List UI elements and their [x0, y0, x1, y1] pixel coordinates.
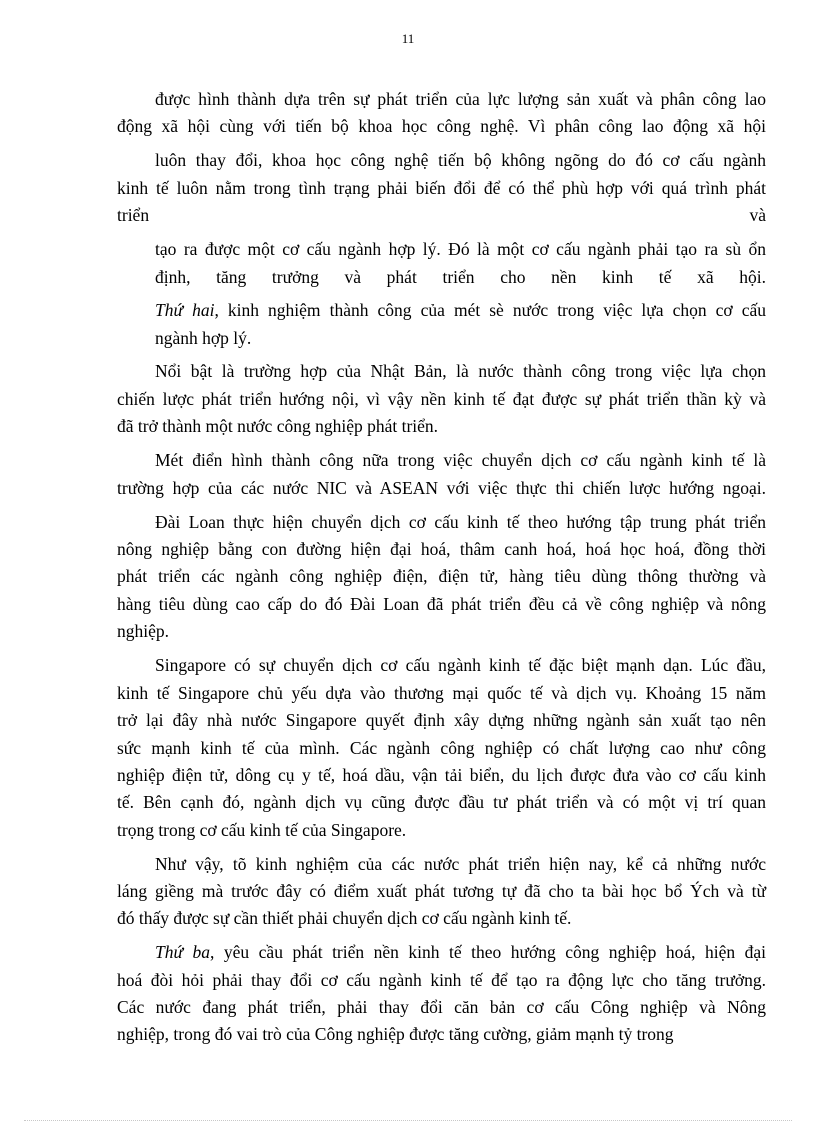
- text-line: phát triển các ngành công nghiệp điện, điện tử, hàng tiêu dùng thông thường và: [117, 566, 766, 586]
- text-line: sức mạnh kinh tế của mình. Các ngành công nghiệp có chất lượng cao như công: [117, 738, 766, 758]
- text-line: được hình thành dựa trên sự phát triển của lực lượng sản xuất và phân công lao: [155, 89, 766, 109]
- text-line: nghiệp, trong đó vai trò của Công nghiệp được tăng cường, giảm mạnh tỷ trong: [117, 1024, 674, 1044]
- text-line: đó thấy được sự cần thiết phải chuyển dịch cơ cấu ngành kinh tế.: [117, 908, 572, 928]
- emphasis: Thứ ba: [155, 942, 211, 962]
- page-bottom-rule: [24, 1120, 792, 1121]
- text-line: nghiệp.: [117, 621, 170, 641]
- text-line: hoá đòi hỏi phải thay đổi cơ cấu ngành kinh tế để tạo ra động lực cho tăng trưởng.: [117, 970, 766, 990]
- text-fragment: và: [749, 205, 766, 225]
- text-line: tạo ra được một cơ cấu ngành hợp lý. Đó là một cơ cấu ngành phải tạo ra sù ổn: [155, 239, 766, 259]
- text-line: đã trở thành một nước công nghiệp phát triển.: [117, 416, 439, 436]
- text-line: láng giềng mà trước đây có điểm xuất phát tương tự đã cho ta bài học bổ Ých và từ: [117, 881, 766, 901]
- text-line: kinh tế Singapore chủ yếu dựa vào thương mại quốc tế và dịch vụ. Khoảng 15 năm: [117, 683, 766, 703]
- text-line: [155, 940, 766, 964]
- text-line: Nổi bật là trường hợp của Nhật Bản, là nước thành công trong việc lựa chọn: [155, 361, 766, 381]
- text-line: [155, 298, 766, 322]
- text-line: kinh tế luôn nằm trong tình trạng phải biến đổi để có thể phù hợp với quá trình phát: [117, 178, 766, 198]
- text-line: Như vậy, tõ kinh nghiệm của các nước phát triển hiện nay, kể cả những nước: [155, 854, 766, 874]
- text-line: Singapore có sự chuyển dịch cơ cấu ngành kinh tế đặc biệt mạnh dạn. Lúc đầu,: [155, 655, 766, 675]
- text-line: nghiệp điện tử, dông cụ y tế, hoá dầu, vận tải biển, du lịch được đưa vào cơ cấu kinh: [117, 765, 766, 785]
- text-line: trở lại đây nhà nước Singapore quyết định xây dựng những ngành sản xuất tạo nên: [117, 710, 766, 730]
- text-fragment: triển: [117, 205, 150, 225]
- text-fragment: , kinh nghiệm thành công của mét sè nước trong việc lựa chọn cơ cấu: [214, 300, 767, 320]
- text-line: nông nghiệp bằng con đường hiện đại hoá, thâm canh hoá, hoá học hoá, đồng thời: [117, 539, 766, 559]
- text-line: chiến lược phát triển hướng nội, vì vậy nền kinh tế đạt được sự phát triển thần kỳ và: [117, 389, 766, 409]
- text-line: trọng trong cơ cấu kinh tế của Singapore.: [117, 820, 407, 840]
- text-line: luôn thay đổi, khoa học công nghệ tiến bộ không ngõng do đó cơ cấu ngành: [155, 150, 766, 170]
- text-line: trường hợp của các nước NIC và ASEAN với việc thực thi chiến lược hướng ngoại.: [117, 478, 766, 498]
- text-line: Các nước đang phát triển, phải thay đổi căn bản cơ cấu Công nghiệp và Nông: [117, 997, 766, 1017]
- emphasis: Thứ hai: [155, 300, 215, 320]
- text-line: tế. Bên cạnh đó, ngành dịch vụ cũng được đầu tư phát triển và có một vị trí quan: [117, 792, 766, 812]
- text-fragment: , yêu cầu phát triển nền kinh tế theo hướng công nghiệp hoá, hiện đại: [210, 942, 766, 962]
- text-line: động xã hội cùng với tiến bộ khoa học công nghệ. Vì phân công lao động xã hội: [117, 116, 766, 136]
- text-line: [117, 203, 766, 227]
- text-line: Mét điển hình thành công nữa trong việc chuyển dịch cơ cấu ngành kinh tế là: [155, 450, 766, 470]
- text-line: định, tăng trưởng và phát triển cho nền kinh tế xã hội.: [155, 267, 766, 287]
- text-line: ngành hợp lý.: [155, 328, 252, 348]
- page-number: 11: [401, 31, 415, 46]
- text-line: Đài Loan thực hiện chuyển dịch cơ cấu kinh tế theo hướng tập trung phát triển: [155, 512, 766, 532]
- text-line: hàng tiêu dùng cao cấp do đó Đài Loan đã phát triển đều cả về công nghiệp và nông: [117, 594, 766, 614]
